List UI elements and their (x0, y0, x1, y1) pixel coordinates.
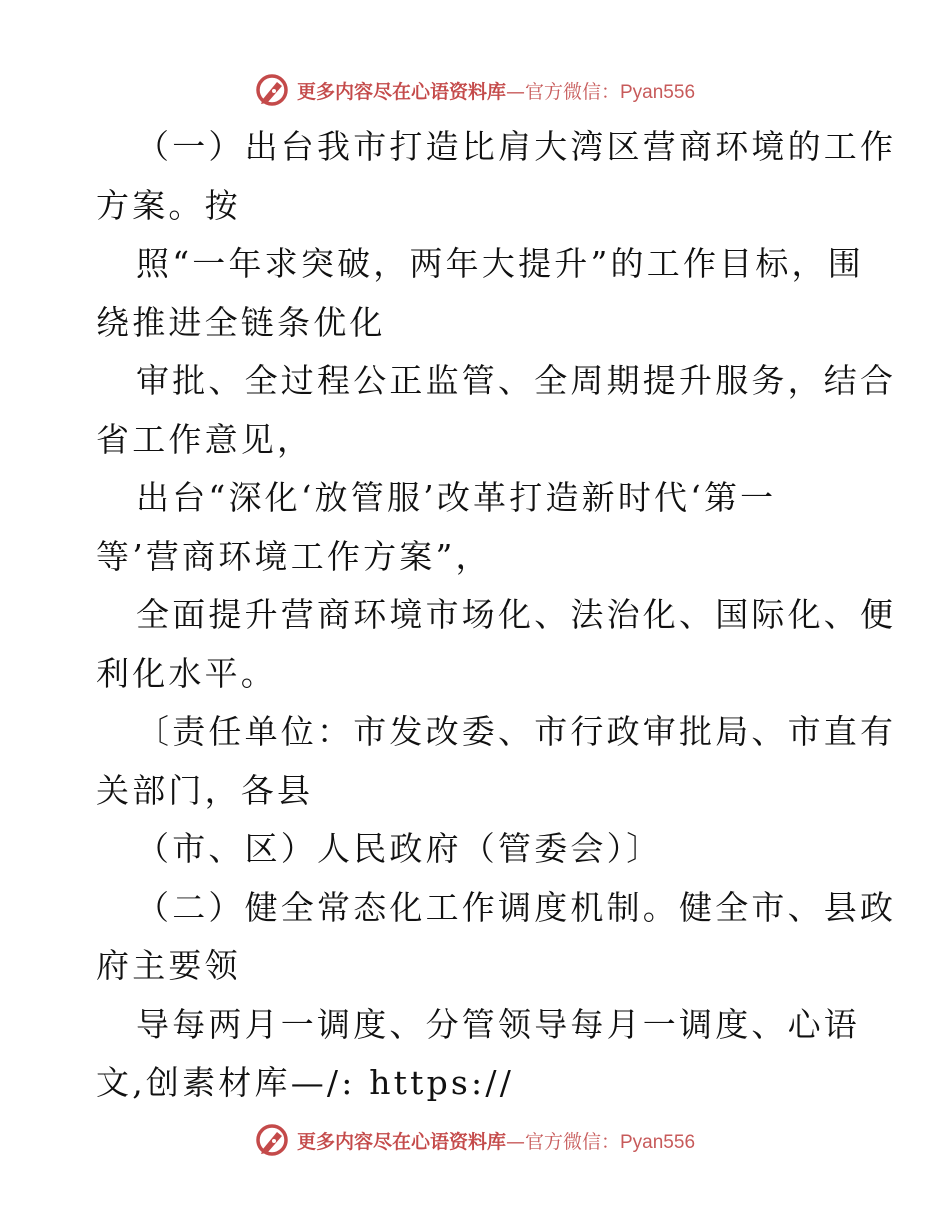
watermark-suffix: 官方微信： (524, 80, 620, 103)
text-line: 导每两月一调度、分管领导每月一调度、心语 (136, 1004, 860, 1044)
watermark-brand: 更多内容尽在心语资料库 (296, 1130, 506, 1153)
text-line: 文,创素材库—/: https:// (96, 1063, 515, 1102)
text-line: 省工作意见， (96, 419, 314, 459)
text-line: 绕推进全链条优化 (96, 302, 386, 342)
watermark-text (297, 77, 695, 104)
text-line: 全面提升营商环境市场化、法治化、国际化、便 (136, 595, 897, 634)
text-line: （二）健全常态化工作调度机制。健全市、县政 (136, 887, 897, 927)
watermark-suffix: 官方微信： (524, 1130, 620, 1153)
watermark-dash: — (505, 1130, 525, 1153)
text-line: 府主要领 (96, 946, 241, 985)
text-line: （一）出台我市打造比肩大湾区营商环境的工作 (136, 127, 897, 166)
pen-logo-icon (255, 73, 289, 107)
text-line: 等’营商环境工作方案”， (96, 536, 492, 576)
text-line: 照“一年求突破，两年大提升”的工作目标，围 (136, 244, 864, 283)
text-line: 关部门，各县 (96, 770, 314, 810)
watermark-brand: 更多内容尽在心语资料库 (296, 80, 506, 103)
watermark-dash: — (505, 80, 525, 103)
text-line: 利化水平。 (96, 653, 277, 693)
watermark-text (297, 1127, 695, 1154)
text-line: （市、区）人民政府（管委会）〕 (136, 829, 663, 868)
document-body (96, 118, 897, 1113)
text-line: 方案。按 (96, 185, 241, 225)
watermark-id: Pyan556 (620, 1131, 696, 1153)
text-line: 出台“深化‘放管服’改革打造新时代‘第一 (136, 478, 777, 517)
footer-watermark (0, 1120, 950, 1160)
text-line: 〔责任单位：市发改委、市行政审批局、市直有 (136, 712, 897, 751)
watermark-id: Pyan556 (620, 81, 696, 103)
header-watermark (0, 70, 950, 110)
pen-logo-icon (255, 1123, 289, 1157)
text-line: 审批、全过程公正监管、全周期提升服务，结合 (136, 361, 897, 400)
